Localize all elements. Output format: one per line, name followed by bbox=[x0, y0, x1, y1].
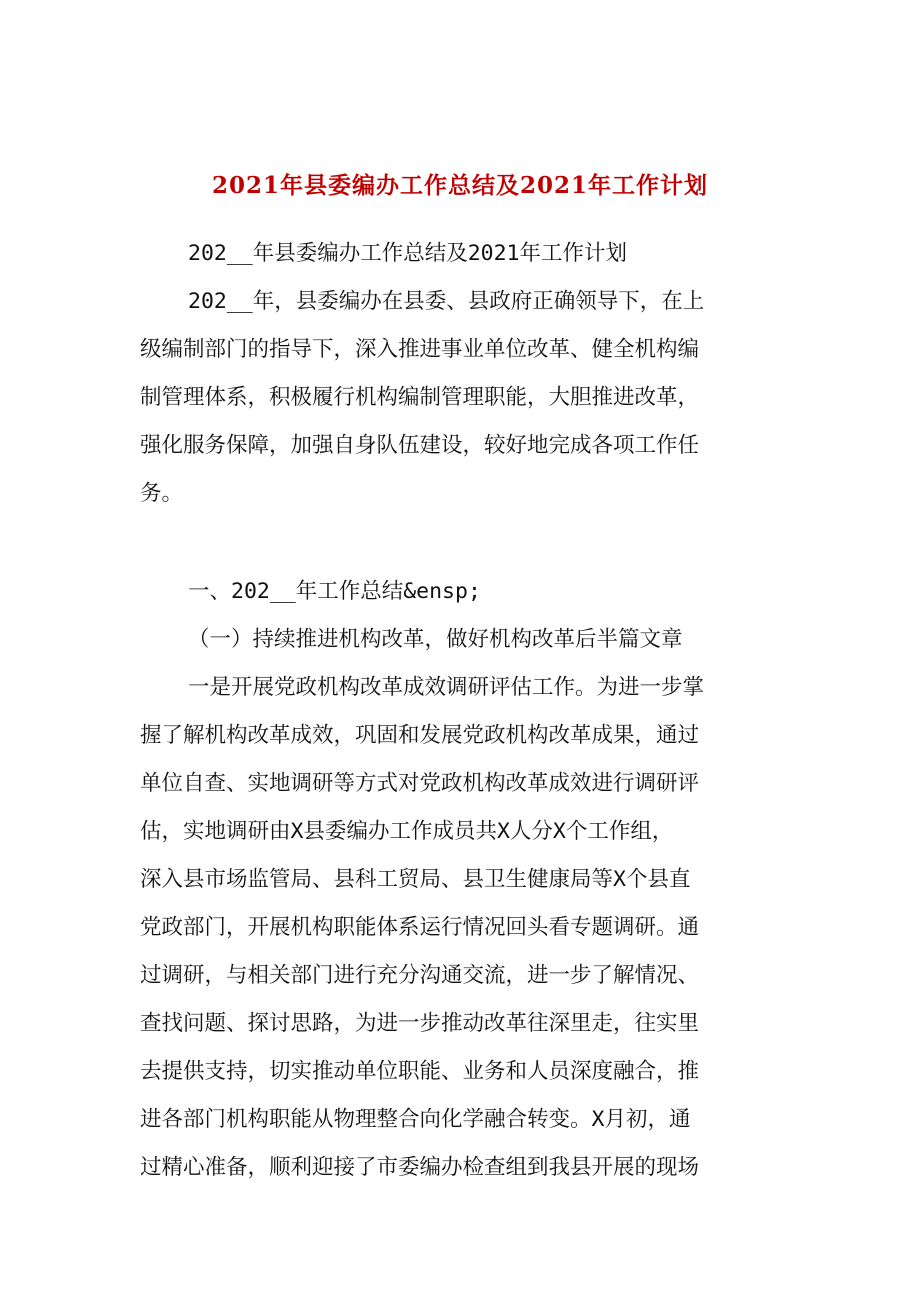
paragraph-line: 强化服务保障，加强自身队伍建设，较好地完成各项工作任 bbox=[140, 433, 700, 458]
subsection-heading: （一）持续推进机构改革，做好机构改革后半篇文章 bbox=[188, 627, 683, 652]
paragraph-line: 过调研，与相关部门进行充分沟通交流，进一步了解情况、 bbox=[140, 963, 700, 988]
paragraph-line: 单位自查、实地调研等方式对党政机构改革成效进行调研评 bbox=[140, 771, 700, 796]
paragraph-line: 去提供支持，切实推动单位职能、业务和人员深度融合，推 bbox=[140, 1059, 700, 1084]
paragraph-line: 党政部门，开展机构职能体系运行情况回头看专题调研。通 bbox=[140, 915, 700, 940]
document-title: 2021年县委编办工作总结及2021年工作计划 bbox=[211, 172, 709, 199]
paragraph-line: 深入县市场监管局、县科工贸局、县卫生健康局等X个县直 bbox=[140, 867, 691, 892]
paragraph-line: 务。 bbox=[140, 481, 184, 506]
section-heading: 一、202__年工作总结&ensp; bbox=[188, 579, 481, 604]
subtitle-line: 202__年县委编办工作总结及2021年工作计划 bbox=[188, 241, 627, 266]
paragraph-line: 一是开展党政机构改革成效调研评估工作。为进一步掌 bbox=[188, 675, 705, 700]
paragraph-line: 202__年，县委编办在县委、县政府正确领导下，在上 bbox=[188, 289, 705, 314]
paragraph-line: 查找问题、探讨思路，为进一步推动改革往深里走，往实里 bbox=[140, 1011, 700, 1036]
paragraph-line: 估，实地调研由X县委编办工作成员共X人分X个工作组， bbox=[140, 819, 674, 844]
paragraph-line: 过精心准备，顺利迎接了市委编办检查组到我县开展的现场 bbox=[140, 1155, 700, 1180]
paragraph-line: 级编制部门的指导下，深入推进事业单位改革、健全机构编 bbox=[140, 337, 700, 362]
paragraph-line: 握了解机构改革成效，巩固和发展党政机构改革成果，通过 bbox=[140, 723, 700, 748]
paragraph-line: 制管理体系，积极履行机构编制管理职能，大胆推进改革， bbox=[140, 385, 700, 410]
paragraph-line: 进各部门机构职能从物理整合向化学融合转变。X月初，通 bbox=[140, 1107, 691, 1132]
